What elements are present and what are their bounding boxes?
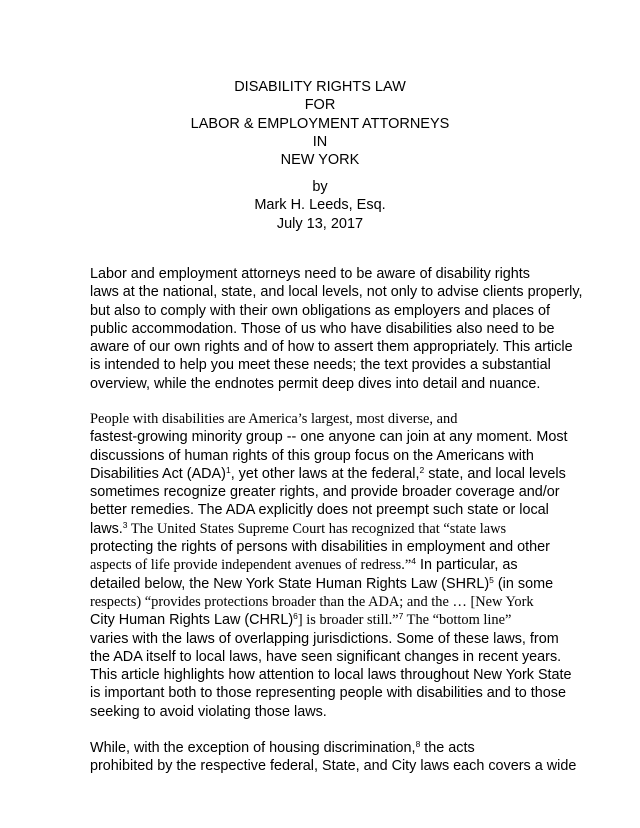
text-line (90, 611, 560, 629)
text-run: In particular, as (416, 557, 518, 574)
text-line: varies with the laws of overlapping jurisdictions. Some of these laws, from (90, 630, 559, 647)
endnote-ref[interactable]: 7 (398, 611, 404, 622)
author-name: Mark H. Leeds, Esq. (254, 197, 386, 214)
text-line: public accommodation. Those of us who have disabilities also need to be (90, 320, 555, 337)
endnote-ref[interactable]: 4 (411, 556, 417, 567)
text-run: ] is broader still.” (297, 612, 399, 629)
text-run: state, and local levels (424, 465, 566, 482)
endnote-ref[interactable]: 5 (489, 574, 494, 585)
text-line: seeking to avoid violating those laws. (90, 703, 327, 720)
text-line: fastest-growing minority group -- one anyone can join at any moment. Most (90, 429, 568, 446)
text-line (90, 575, 560, 593)
text-line (90, 739, 560, 757)
text-line: aware of our own rights and of how to assert them appropriately. This article (90, 339, 573, 356)
byline (0, 178, 640, 233)
endnote-ref[interactable]: 8 (415, 739, 421, 749)
text-run: The “bottom line” (403, 612, 512, 629)
text-run: detailed below, the New York State Human Rights Law (SHRL) (90, 575, 490, 592)
text-line (90, 520, 560, 538)
title-line: IN (312, 133, 328, 150)
title-line: DISABILITY RIGHTS LAW (234, 79, 406, 95)
text-run: the acts (420, 740, 475, 756)
byline-by: by (312, 179, 328, 195)
endnote-ref[interactable]: 3 (122, 519, 128, 530)
text-line: This article highlights how attention to local laws throughout New York State (90, 667, 572, 684)
text-line: laws at the national, state, and local levels, not only to advise clients properly, (90, 284, 583, 301)
text-line: protecting the rights of persons with disabilities in employment and other (90, 539, 550, 556)
text-run: laws. (90, 520, 123, 537)
text-line: sometimes recognize greater rights, and provide broader coverage and/or (90, 484, 560, 501)
text-line: prohibited by the respective federal, State, and City laws each covers a wide (90, 758, 577, 775)
text-run: , yet other laws at the federal, (230, 465, 420, 482)
text-run: (in some (493, 575, 554, 592)
text-line: People with disabilities are America’s largest, most diverse, and (90, 411, 458, 427)
text-run: aspects of life provide independent avenues of redress.” (90, 557, 412, 574)
text-line: Labor and employment attorneys need to be aware of disability rights (90, 266, 530, 282)
text-run: Disabilities Act (ADA) (90, 465, 226, 482)
title-line: LABOR & EMPLOYMENT ATTORNEYS (190, 115, 450, 132)
paragraph-2 (90, 410, 572, 721)
paragraph-1 (90, 265, 583, 393)
text-run: While, with the exception of housing discrimination, (90, 740, 416, 756)
endnote-ref[interactable]: 2 (419, 464, 425, 475)
document-title (0, 78, 640, 169)
text-line: but also to comply with their own obligations as employers and places of (90, 302, 550, 319)
title-line: NEW YORK (280, 152, 360, 169)
publication-date: July 13, 2017 (276, 215, 364, 232)
text-line: overview, while the endnotes permit deep dives into detail and nuance. (90, 375, 541, 392)
text-line: is intended to help you meet these needs; the text provides a substantial (90, 357, 551, 374)
endnote-ref[interactable]: 1 (225, 464, 231, 475)
endnote-ref[interactable]: 6 (293, 611, 298, 622)
text-line: better remedies. The ADA explicitly does not preempt such state or local (90, 502, 549, 519)
text-line: is important both to those representing people with disabilities and to those (90, 685, 566, 702)
text-line (90, 464, 566, 483)
text-line: respects) “provides protections broader than the ADA; and the … [New York (90, 593, 534, 610)
text-run: The United States Supreme Court has recognized that “state laws (127, 520, 507, 537)
text-line (90, 556, 560, 574)
title-line: FOR (304, 97, 336, 114)
text-line: the ADA itself to local laws, have seen significant changes in recent years. (90, 648, 562, 665)
text-run: City Human Rights Law (CHRL) (90, 612, 294, 629)
paragraph-3 (90, 739, 577, 776)
text-line: discussions of human rights of this group focus on the Americans with (90, 447, 534, 464)
